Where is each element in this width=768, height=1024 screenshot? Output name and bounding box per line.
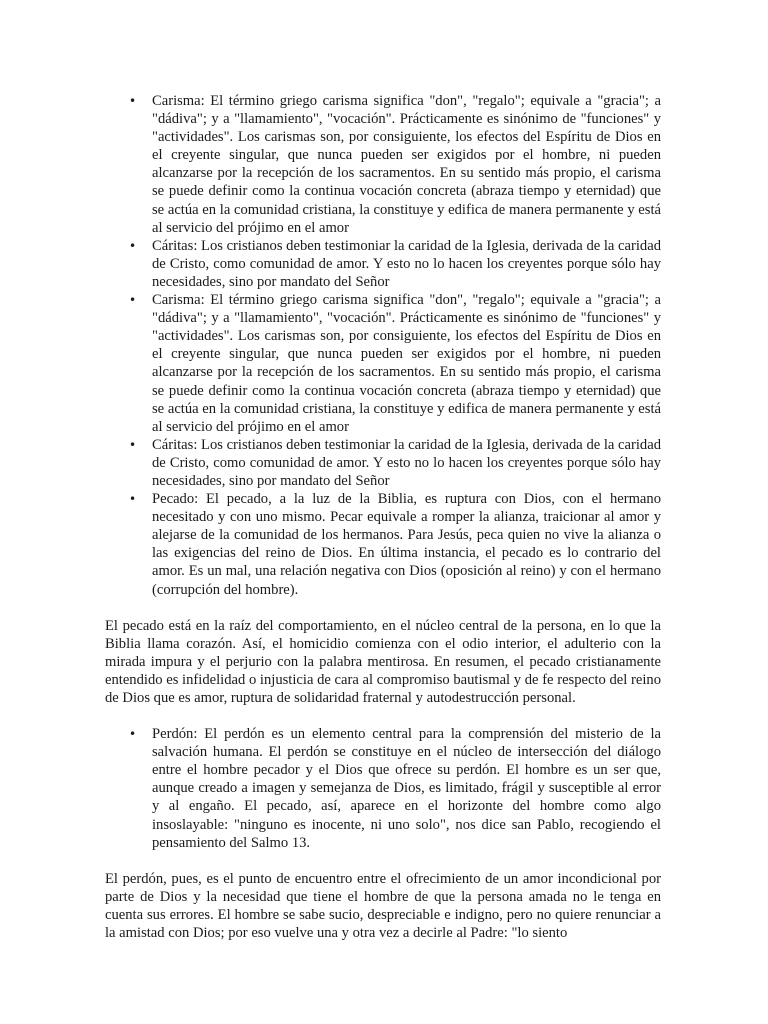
list-item-caritas: • Cáritas: Los cristianos deben testimoniar la caridad de la Iglesia, derivada de la caridad de Cristo, como comunidad de amor. Y esto no lo hacen los creyentes porque sólo hay necesidades, sino por mandato del Señor: [105, 237, 661, 291]
paragraph-pecado: El pecado está en la raíz del comportamiento, en el núcleo central de la persona, en lo que la Biblia llama corazón. Así, el homicidio comienza con el odio interior, el adulterio con la mirada impura y el perjurio con la palabra mentirosa. En resumen, el pecado cristianamente entendido es infidelidad o injusticia de cara al compromiso bautismal y de fe respecto del reino de Dios que es amor, ruptura de solidaridad fraternal y autodestrucción personal.: [105, 617, 661, 706]
bullet-list-definitions: [105, 92, 661, 599]
spacer: [105, 852, 661, 870]
list-item-caritas-repeat: • Cáritas: Los cristianos deben testimoniar la caridad de la Iglesia, derivada de la caridad de Cristo, como comunidad de amor. Y esto no lo hacen los creyentes porque sólo hay necesidades, sino por mandato del Señor: [105, 436, 661, 490]
spacer: [105, 599, 661, 617]
document-body: [105, 92, 661, 942]
list-item-carisma: • Carisma: El término griego carisma significa "don", "regalo"; equivale a "gracia"; a "dádiva"; y a "llamamiento", "vocación". Prácticamente es sinónimo de "funciones" y "actividades". Los carismas son, por consiguiente, los efectos del Espíritu de Dios en el creyente singular, que nunca pueden ser exigidos por el hombre, ni pueden alcanzarse por la recepción de los sacramentos. En su sentido más propio, el carisma se puede definir como la continua vocación concreta (abraza tiempo y eternidad) que se actúa en la comunidad cristiana, la constituye y edifica de manera permanente y está al servicio del prójimo en el amor: [105, 92, 661, 237]
spacer: [105, 707, 661, 725]
paragraph-perdon: El perdón, pues, es el punto de encuentro entre el ofrecimiento de un amor incondicional por parte de Dios y la necesidad que tiene el hombre de que la persona amada no le tenga en cuenta sus errores. El hombre se sabe sucio, despreciable e indigno, pero no quiere renunciar a la amistad con Dios; por eso vuelve una y otra vez a decirle al Padre: "lo siento: [105, 870, 661, 942]
list-item-pecado: • Pecado: El pecado, a la luz de la Biblia, es ruptura con Dios, con el hermano necesitado y con uno mismo. Pecar equivale a romper la alianza, traicionar al amor y alejarse de la comunidad de los hermanos. Para Jesús, peca quien no vive la alianza o las exigencias del reino de Dios. En última instancia, el pecado es lo contrario del amor. Es un mal, una relación negativa con Dios (oposición al reino) y con el hermano (corrupción del hombre).: [105, 490, 661, 599]
bullet-list-perdon: [105, 725, 661, 852]
list-item-perdon: • Perdón: El perdón es un elemento central para la comprensión del misterio de la salvación humana. El perdón se constituye en el núcleo de intersección del diálogo entre el hombre pecador y el Dios que ofrece su perdón. El hombre es un ser que, aunque creado a imagen y semejanza de Dios, es limitado, frágil y susceptible al error y al engaño. El pecado, así, aparece en el horizonte del hombre como algo insoslayable: "ninguno es inocente, ni uno solo", nos dice san Pablo, recogiendo el pensamiento del Salmo 13.: [105, 725, 661, 852]
list-item-carisma-repeat: • Carisma: El término griego carisma significa "don", "regalo"; equivale a "gracia"; a "dádiva"; y a "llamamiento", "vocación". Prácticamente es sinónimo de "funciones" y "actividades". Los carismas son, por consiguiente, los efectos del Espíritu de Dios en el creyente singular, que nunca pueden ser exigidos por el hombre, ni pueden alcanzarse por la recepción de los sacramentos. En su sentido más propio, el carisma se puede definir como la continua vocación concreta (abraza tiempo y eternidad) que se actúa en la comunidad cristiana, la constituye y edifica de manera permanente y está al servicio del prójimo en el amor: [105, 291, 661, 436]
